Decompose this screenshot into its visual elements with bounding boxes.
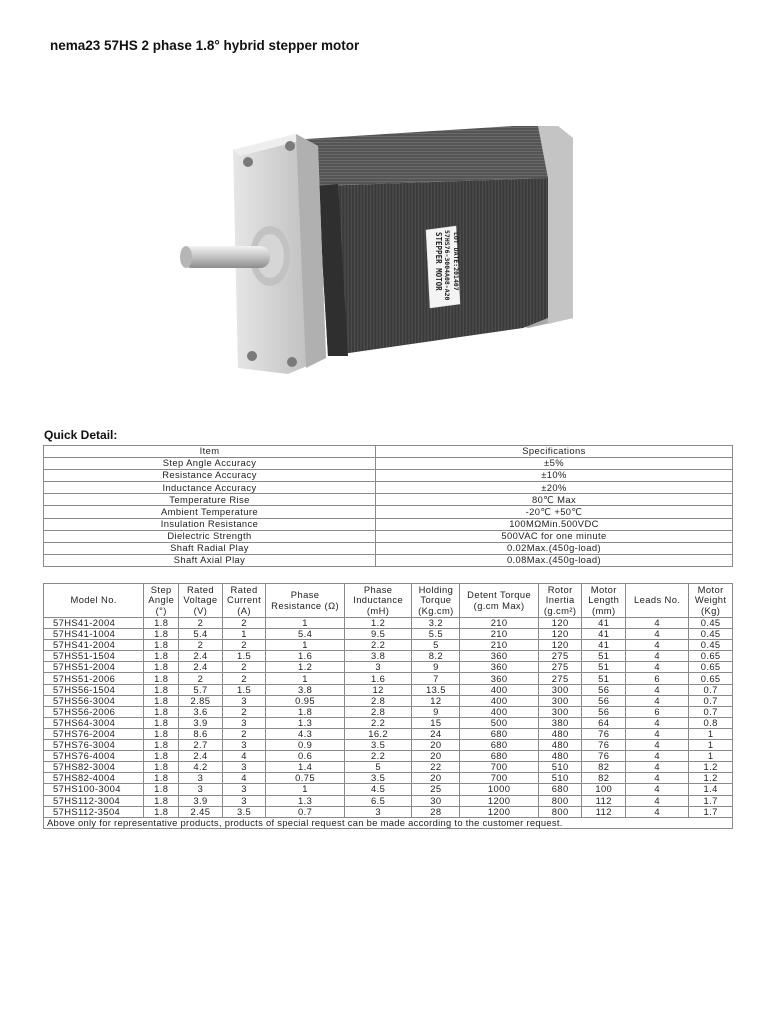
spec-cell: 1 — [222, 629, 266, 640]
spec-cell: 500 — [460, 717, 538, 728]
spec-cell: 56 — [582, 695, 626, 706]
model-number-cell: 57HS64-3004 — [44, 717, 144, 728]
spec-cell: 1.2 — [689, 773, 733, 784]
spec-cell: 4.2 — [179, 762, 223, 773]
spec-cell: 0.95 — [266, 695, 344, 706]
spec-cell: 1 — [266, 784, 344, 795]
spec-cell: 4 — [626, 651, 689, 662]
table-row — [44, 740, 733, 751]
spec-cell: 3.6 — [179, 706, 223, 717]
spec-cell: 0.45 — [689, 629, 733, 640]
detail-value: 0.08Max.(450g-load) — [376, 554, 733, 566]
spec-cell: 1.6 — [266, 651, 344, 662]
spec-cell: 1 — [689, 751, 733, 762]
detail-value: 500VAC for one minute — [376, 530, 733, 542]
model-number-cell: 57HS51-2006 — [44, 673, 144, 684]
spec-cell: 400 — [460, 695, 538, 706]
table-row — [44, 717, 733, 728]
spec-cell: 25 — [412, 784, 460, 795]
table-row — [44, 506, 733, 518]
spec-cell: 0.65 — [689, 662, 733, 673]
spec-cell: 3 — [344, 662, 412, 673]
model-number-cell: 57HS76-4004 — [44, 751, 144, 762]
spec-cell: 0.7 — [689, 706, 733, 717]
spec-cell: 1.8 — [144, 773, 179, 784]
spec-cell: 51 — [582, 651, 626, 662]
spec-cell: 22 — [412, 762, 460, 773]
spec-cell: 1.8 — [144, 740, 179, 751]
spec-cell: 4 — [222, 773, 266, 784]
spec-cell: 1 — [689, 728, 733, 739]
spec-cell: 12 — [412, 695, 460, 706]
model-number-cell: 57HS100-3004 — [44, 784, 144, 795]
table-row — [44, 482, 733, 494]
detail-item: Step Angle Accuracy — [44, 458, 376, 470]
spec-cell: 4 — [626, 751, 689, 762]
table-row — [44, 662, 733, 673]
spec-cell: 2 — [222, 618, 266, 629]
spec-cell: 1.8 — [144, 784, 179, 795]
spec-cell: 4 — [626, 662, 689, 673]
spec-cell: 0.7 — [689, 695, 733, 706]
spec-cell: 4.3 — [266, 728, 344, 739]
spec-cell: 1.7 — [689, 795, 733, 806]
model-spec-table — [43, 583, 733, 829]
table-row — [44, 651, 733, 662]
table-row — [44, 762, 733, 773]
spec-cell: 4 — [626, 684, 689, 695]
detail-value: 100MΩMin.500VDC — [376, 518, 733, 530]
detail-item: Resistance Accuracy — [44, 470, 376, 482]
spec-cell: 5.7 — [179, 684, 223, 695]
model-number-cell: 57HS56-1504 — [44, 684, 144, 695]
spec-cell: 64 — [582, 717, 626, 728]
spec-cell: 0.9 — [266, 740, 344, 751]
spec-cell: 2.85 — [179, 695, 223, 706]
spec-cell: 9 — [412, 662, 460, 673]
detail-value: 0.02Max.(450g-load) — [376, 542, 733, 554]
spec-cell: 4.5 — [344, 784, 412, 795]
spec-cell: 51 — [582, 673, 626, 684]
spec-cell: 1.8 — [144, 751, 179, 762]
spec-cell: 2.4 — [179, 662, 223, 673]
spec-cell: 3 — [179, 773, 223, 784]
spec-header-row — [44, 584, 733, 618]
spec-cell: 3.5 — [344, 773, 412, 784]
spec-cell: 300 — [538, 695, 582, 706]
spec-cell: 360 — [460, 662, 538, 673]
spec-cell: 510 — [538, 762, 582, 773]
table-row — [44, 530, 733, 542]
spec-cell: 2.2 — [344, 640, 412, 651]
spec-cell: 4 — [626, 784, 689, 795]
spec-cell: 28 — [412, 806, 460, 817]
spec-cell: 13.5 — [412, 684, 460, 695]
model-number-cell: 57HS82-4004 — [44, 773, 144, 784]
spec-cell: 210 — [460, 640, 538, 651]
spec-cell: 1.8 — [144, 629, 179, 640]
spec-cell: 4 — [626, 806, 689, 817]
spec-cell: 4 — [626, 762, 689, 773]
spec-cell: 2.4 — [179, 751, 223, 762]
spec-cell: 1.8 — [144, 684, 179, 695]
spec-cell: 680 — [460, 751, 538, 762]
spec-cell: 5.4 — [179, 629, 223, 640]
spec-cell: 210 — [460, 618, 538, 629]
detail-value: ±10% — [376, 470, 733, 482]
spec-cell: 3 — [179, 784, 223, 795]
spec-cell: 1.3 — [266, 717, 344, 728]
motor-label-line2: 57HS76-3004A08-A20 — [443, 230, 451, 301]
spec-cell: 0.45 — [689, 640, 733, 651]
spec-cell: 20 — [412, 740, 460, 751]
spec-cell: 120 — [538, 640, 582, 651]
spec-cell: 480 — [538, 728, 582, 739]
spec-cell: 1.8 — [144, 717, 179, 728]
spec-header-cell: Motor Weight (Kg) — [689, 584, 733, 618]
spec-cell: 30 — [412, 795, 460, 806]
table-row — [44, 554, 733, 566]
spec-cell: 82 — [582, 773, 626, 784]
spec-cell: 3 — [222, 795, 266, 806]
spec-cell: 4 — [626, 795, 689, 806]
table-row — [44, 673, 733, 684]
spec-cell: 1.8 — [144, 618, 179, 629]
spec-cell: 4 — [626, 717, 689, 728]
spec-cell: 6 — [626, 706, 689, 717]
spec-cell: 3 — [222, 740, 266, 751]
spec-cell: 1 — [266, 618, 344, 629]
spec-header-cell: Leads No. — [626, 584, 689, 618]
stepper-motor-photo — [178, 118, 598, 390]
spec-header-cell: Rated Current (A) — [222, 584, 266, 618]
spec-cell: 120 — [538, 618, 582, 629]
model-number-cell: 57HS41-2004 — [44, 640, 144, 651]
spec-cell: 3 — [222, 784, 266, 795]
spec-header-cell: Motor Length (mm) — [582, 584, 626, 618]
detail-value: ±5% — [376, 458, 733, 470]
spec-cell: 7 — [412, 673, 460, 684]
spec-cell: 3 — [222, 695, 266, 706]
spec-header-cell: Step Angle (°) — [144, 584, 179, 618]
spec-cell: 8.2 — [412, 651, 460, 662]
spec-cell: 82 — [582, 762, 626, 773]
spec-cell: 120 — [538, 629, 582, 640]
spec-cell: 76 — [582, 728, 626, 739]
spec-cell: 2.7 — [179, 740, 223, 751]
spec-cell: 1.8 — [144, 695, 179, 706]
spec-cell: 51 — [582, 662, 626, 673]
spec-cell: 3.5 — [222, 806, 266, 817]
spec-cell: 3 — [344, 806, 412, 817]
spec-cell: 5.5 — [412, 629, 460, 640]
spec-header-cell: Rotor Inertia (g.cm²) — [538, 584, 582, 618]
spec-cell: 0.75 — [266, 773, 344, 784]
spec-cell: 2 — [179, 673, 223, 684]
spec-cell: 1.3 — [266, 795, 344, 806]
spec-cell: 41 — [582, 618, 626, 629]
model-number-cell: 57HS112-3004 — [44, 795, 144, 806]
spec-cell: 0.45 — [689, 618, 733, 629]
spec-cell: 1.8 — [144, 795, 179, 806]
table-row — [44, 640, 733, 651]
spec-cell: 680 — [460, 728, 538, 739]
spec-footer-note: Above only for representative products, products of special request can be made according to the customer request. — [44, 817, 733, 828]
detail-value: 80℃ Max — [376, 494, 733, 506]
spec-cell: 56 — [582, 706, 626, 717]
spec-cell: 1.8 — [144, 673, 179, 684]
spec-cell: 1200 — [460, 806, 538, 817]
spec-cell: 5.4 — [266, 629, 344, 640]
detail-item: Shaft Radial Play — [44, 542, 376, 554]
table-row — [44, 784, 733, 795]
table-row — [44, 618, 733, 629]
spec-cell: 360 — [460, 651, 538, 662]
spec-cell: 0.8 — [689, 717, 733, 728]
spec-cell: 0.65 — [689, 673, 733, 684]
table-row — [44, 773, 733, 784]
spec-cell: 1.8 — [144, 762, 179, 773]
spec-cell: 2.2 — [344, 717, 412, 728]
page-title: nema23 57HS 2 phase 1.8° hybrid stepper motor — [50, 38, 360, 53]
header-specifications: Specifications — [376, 446, 733, 458]
table-header-row — [44, 446, 733, 458]
spec-cell: 700 — [460, 762, 538, 773]
table-row — [44, 470, 733, 482]
spec-cell: 2.2 — [344, 751, 412, 762]
spec-cell: 20 — [412, 751, 460, 762]
spec-cell: 1.8 — [144, 728, 179, 739]
spec-cell: 1.7 — [689, 806, 733, 817]
spec-cell: 2.45 — [179, 806, 223, 817]
model-number-cell: 57HS76-2004 — [44, 728, 144, 739]
spec-cell: 9.5 — [344, 629, 412, 640]
header-item: Item — [44, 446, 376, 458]
spec-header-cell: Rated Voltage (V) — [179, 584, 223, 618]
model-number-cell: 57HS41-2004 — [44, 618, 144, 629]
spec-cell: 0.65 — [689, 651, 733, 662]
spec-cell: 1.8 — [144, 706, 179, 717]
spec-cell: 1.2 — [266, 662, 344, 673]
spec-cell: 2.8 — [344, 706, 412, 717]
table-row — [44, 751, 733, 762]
spec-cell: 15 — [412, 717, 460, 728]
detail-item: Shaft Axial Play — [44, 554, 376, 566]
spec-cell: 20 — [412, 773, 460, 784]
spec-cell: 480 — [538, 740, 582, 751]
spec-cell: 300 — [538, 684, 582, 695]
spec-cell: 510 — [538, 773, 582, 784]
spec-cell: 2.4 — [179, 651, 223, 662]
spec-cell: 112 — [582, 806, 626, 817]
spec-cell: 2 — [222, 728, 266, 739]
spec-cell: 2 — [179, 640, 223, 651]
table-row — [44, 806, 733, 817]
spec-cell: 4 — [626, 740, 689, 751]
table-row — [44, 795, 733, 806]
spec-cell: 41 — [582, 640, 626, 651]
spec-cell: 1.8 — [144, 651, 179, 662]
spec-cell: 4 — [222, 751, 266, 762]
spec-cell: 9 — [412, 706, 460, 717]
table-row — [44, 706, 733, 717]
detail-item: Inductance Accuracy — [44, 482, 376, 494]
spec-cell: 700 — [460, 773, 538, 784]
spec-cell: 5 — [412, 640, 460, 651]
spec-cell: 275 — [538, 651, 582, 662]
spec-cell: 1 — [689, 740, 733, 751]
model-number-cell: 57HS51-1504 — [44, 651, 144, 662]
spec-cell: 1.5 — [222, 651, 266, 662]
spec-cell: 3.8 — [344, 651, 412, 662]
spec-cell: 680 — [538, 784, 582, 795]
spec-cell: 6.5 — [344, 795, 412, 806]
model-number-cell: 57HS76-3004 — [44, 740, 144, 751]
spec-cell: 0.6 — [266, 751, 344, 762]
spec-cell: 1.8 — [266, 706, 344, 717]
model-number-cell: 57HS51-2004 — [44, 662, 144, 673]
table-row — [44, 629, 733, 640]
spec-cell: 4 — [626, 773, 689, 784]
spec-cell: 800 — [538, 795, 582, 806]
spec-cell: 1.5 — [222, 684, 266, 695]
spec-cell: 2 — [222, 662, 266, 673]
spec-cell: 1.2 — [689, 762, 733, 773]
spec-cell: 76 — [582, 740, 626, 751]
spec-cell: 2.8 — [344, 695, 412, 706]
spec-cell: 1.2 — [344, 618, 412, 629]
spec-table-body — [44, 618, 733, 818]
motor-label-line1: STEPPER MOTOR — [434, 232, 443, 291]
table-row — [44, 684, 733, 695]
spec-cell: 3.9 — [179, 717, 223, 728]
spec-cell: 100 — [582, 784, 626, 795]
spec-cell: 12 — [344, 684, 412, 695]
spec-cell: 300 — [538, 706, 582, 717]
detail-value: -20℃ +50℃ — [376, 506, 733, 518]
spec-cell: 400 — [460, 684, 538, 695]
table-row — [44, 695, 733, 706]
table-row — [44, 542, 733, 554]
spec-cell: 5 — [344, 762, 412, 773]
spec-cell: 56 — [582, 684, 626, 695]
model-number-cell: 57HS82-3004 — [44, 762, 144, 773]
spec-cell: 24 — [412, 728, 460, 739]
spec-cell: 4 — [626, 618, 689, 629]
spec-cell: 4 — [626, 695, 689, 706]
spec-cell: 3.5 — [344, 740, 412, 751]
spec-cell: 360 — [460, 673, 538, 684]
spec-cell: 112 — [582, 795, 626, 806]
spec-header-cell: Detent Torque (g.cm Max) — [460, 584, 538, 618]
spec-cell: 3.8 — [266, 684, 344, 695]
spec-cell: 3 — [222, 762, 266, 773]
spec-cell: 275 — [538, 662, 582, 673]
spec-cell: 1.8 — [144, 806, 179, 817]
detail-item: Ambient Temperature — [44, 506, 376, 518]
spec-header-cell: Phase Resistance (Ω) — [266, 584, 344, 618]
spec-cell: 1000 — [460, 784, 538, 795]
spec-header-cell: Holding Torque (Kg.cm) — [412, 584, 460, 618]
spec-cell: 1 — [266, 640, 344, 651]
spec-cell: 2 — [222, 673, 266, 684]
table-row — [44, 518, 733, 530]
spec-cell: 3.9 — [179, 795, 223, 806]
quick-detail-table — [43, 445, 733, 567]
spec-header-cell: Phase Inductance (mH) — [344, 584, 412, 618]
table-row — [44, 494, 733, 506]
spec-cell: 3 — [222, 717, 266, 728]
model-number-cell: 57HS56-2006 — [44, 706, 144, 717]
spec-cell: 1.4 — [689, 784, 733, 795]
spec-cell: 1200 — [460, 795, 538, 806]
spec-cell: 2 — [179, 618, 223, 629]
spec-cell: 380 — [538, 717, 582, 728]
spec-cell: 3.2 — [412, 618, 460, 629]
spec-header-cell: Model No. — [44, 584, 144, 618]
spec-cell: 1.8 — [144, 640, 179, 651]
spec-cell: 41 — [582, 629, 626, 640]
detail-value: ±20% — [376, 482, 733, 494]
spec-cell: 4 — [626, 640, 689, 651]
spec-cell: 1.8 — [144, 662, 179, 673]
spec-footer-row — [44, 817, 733, 828]
spec-cell: 2 — [222, 706, 266, 717]
spec-cell: 1.6 — [344, 673, 412, 684]
detail-item: Temperature Rise — [44, 494, 376, 506]
detail-item: Insulation Resistance — [44, 518, 376, 530]
spec-cell: 2 — [222, 640, 266, 651]
spec-cell: 680 — [460, 740, 538, 751]
spec-cell: 76 — [582, 751, 626, 762]
spec-cell: 480 — [538, 751, 582, 762]
quick-detail-title: Quick Detail: — [44, 428, 118, 442]
table-row — [44, 728, 733, 739]
detail-item: Dielectric Strength — [44, 530, 376, 542]
spec-cell: 4 — [626, 728, 689, 739]
spec-cell: 0.7 — [266, 806, 344, 817]
spec-cell: 800 — [538, 806, 582, 817]
spec-cell: 210 — [460, 629, 538, 640]
spec-cell: 6 — [626, 673, 689, 684]
spec-cell: 275 — [538, 673, 582, 684]
spec-cell: 1.4 — [266, 762, 344, 773]
spec-cell: 4 — [626, 629, 689, 640]
spec-cell: 8.6 — [179, 728, 223, 739]
spec-cell: 0.7 — [689, 684, 733, 695]
spec-cell: 16.2 — [344, 728, 412, 739]
model-number-cell: 57HS56-3004 — [44, 695, 144, 706]
model-number-cell: 57HS112-3504 — [44, 806, 144, 817]
table-row — [44, 458, 733, 470]
spec-cell: 1 — [266, 673, 344, 684]
motor-label-line3: LOT DATE:201407 — [452, 232, 460, 291]
spec-cell: 400 — [460, 706, 538, 717]
model-number-cell: 57HS41-1004 — [44, 629, 144, 640]
